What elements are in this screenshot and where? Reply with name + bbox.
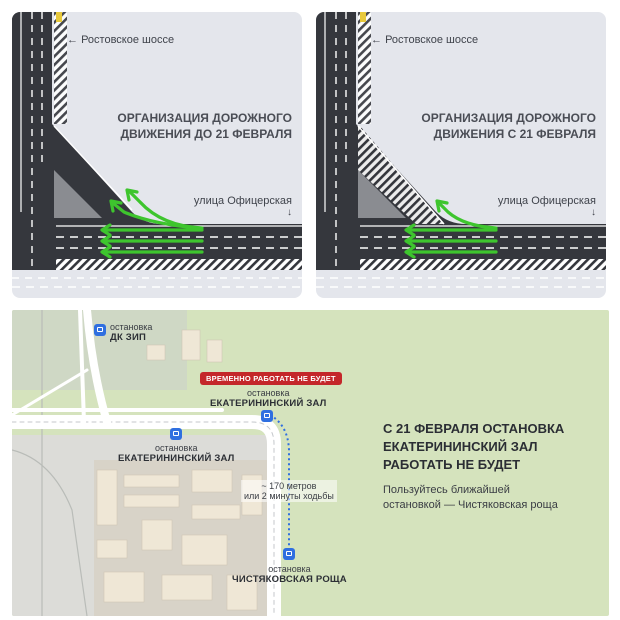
down-arrow-icon: ↓ — [287, 207, 292, 218]
stop-ekaterininsky-zal-closed[interactable]: остановка ЕКАТЕРИНИНСКИЙ ЗАЛ — [210, 388, 327, 409]
bus-stop-icon[interactable] — [170, 428, 182, 440]
stop-chistyakovskaya-roshcha[interactable]: остановка ЧИСТЯКОВСКАЯ РОЩА — [232, 564, 347, 585]
bus-stop-icon[interactable] — [283, 548, 295, 560]
stop-dk-zip[interactable]: остановка ДК ЗИП — [110, 322, 153, 343]
closure-announcement-text: Пользуйтесь ближайшей остановкой — Чистяковская роща — [383, 484, 558, 511]
down-arrow-icon: ↓ — [591, 207, 596, 218]
scheme-after-panel — [316, 12, 606, 298]
street-label-oficerskaya: улица Офицерская ↓ — [497, 195, 596, 218]
street-label-rostovskoe: ← Ростовское шоссе — [371, 34, 479, 46]
scheme-title: ОРГАНИЗАЦИЯ ДОРОЖНОГО ДВИЖЕНИЯ С 21 ФЕВРАЛЯ — [421, 111, 596, 141]
bus-stop-icon[interactable] — [94, 324, 106, 336]
bus-stop-map — [12, 310, 609, 616]
scheme-before-panel — [12, 12, 302, 298]
scheme-title: ОРГАНИЗАЦИЯ ДОРОЖНОГО ДВИЖЕНИЯ ДО 21 ФЕВРАЛЯ — [117, 111, 292, 141]
left-arrow-icon: ← — [67, 34, 78, 46]
road-scheme-before — [12, 12, 302, 298]
road-scheme-after — [316, 12, 606, 298]
street-label-oficerskaya: улица Офицерская ↓ — [193, 195, 292, 218]
closed-badge: ВРЕМЕННО РАБОТАТЬ НЕ БУДЕТ — [200, 372, 342, 385]
left-arrow-icon: ← — [371, 34, 382, 46]
closure-announcement-title: С 21 ФЕВРАЛЯ ОСТАНОВКА ЕКАТЕРИНИНСКИЙ ЗАЛ РАБОТАТЬ НЕ БУДЕТ — [383, 421, 565, 472]
stop-ekaterininsky-zal[interactable]: остановка ЕКАТЕРИНИНСКИЙ ЗАЛ — [118, 443, 235, 464]
street-label-rostovskoe: ← Ростовское шоссе — [67, 34, 175, 46]
bus-stop-icon[interactable] — [261, 410, 273, 422]
walking-distance-label: ~ 170 метров или 2 минуты ходьбы — [241, 480, 337, 502]
